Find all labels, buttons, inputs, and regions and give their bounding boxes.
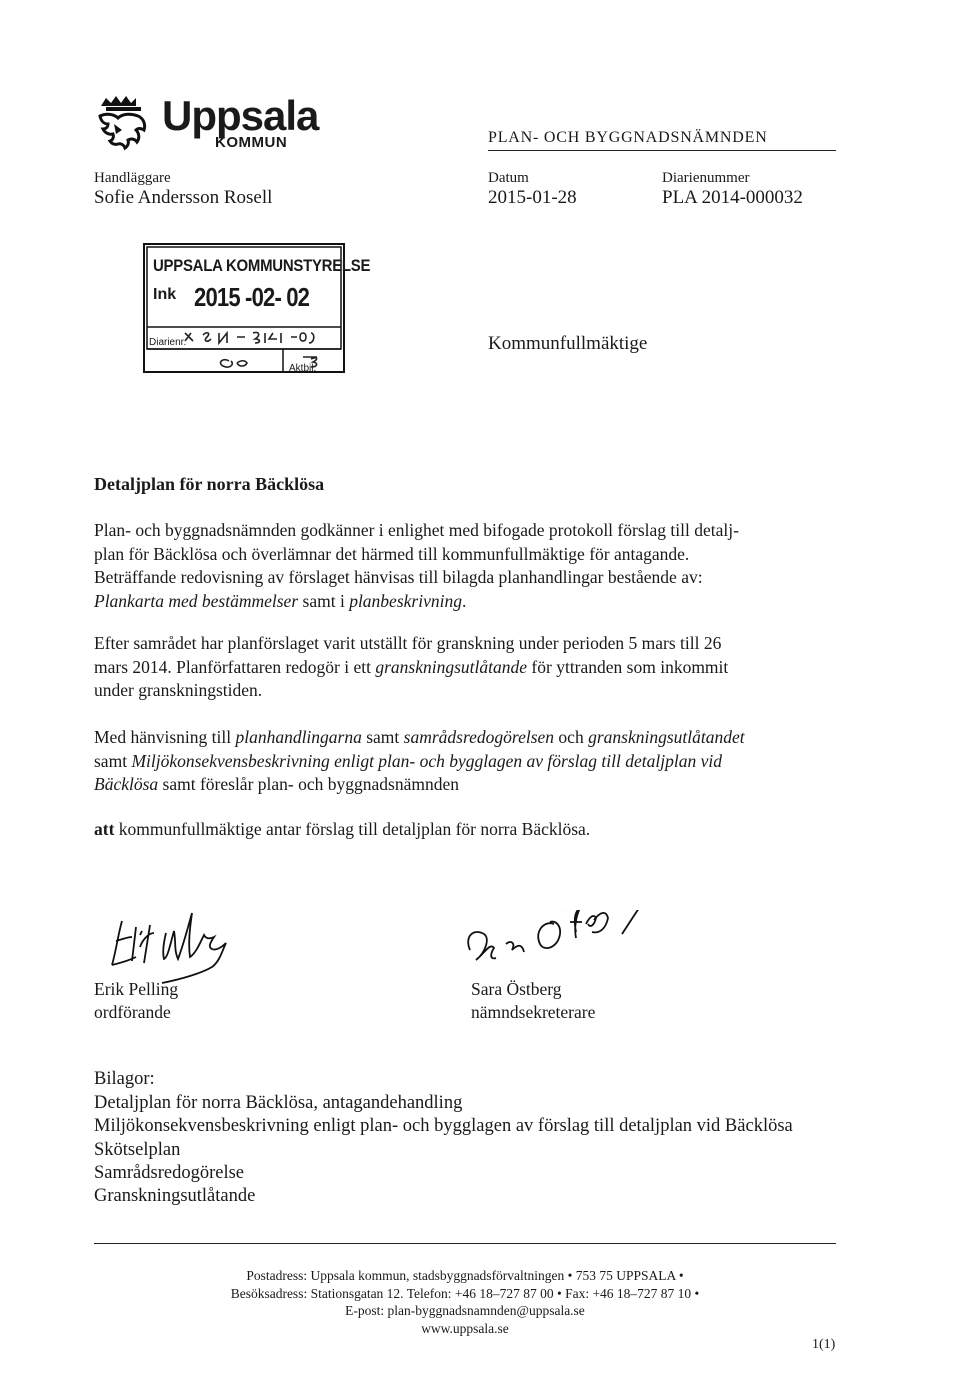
footer-email: E-post: plan-byggnadsnamnden@uppsala.se bbox=[345, 1303, 585, 1318]
paragraph-4 bbox=[94, 818, 854, 842]
p3-text-4: samt bbox=[94, 750, 132, 771]
attachments-title: Bilagor: bbox=[94, 1069, 155, 1089]
p3-italic-mkb: Miljökonsekvensbeskrivning enligt plan- och bygglagen av förslag till detaljplan vid bbox=[131, 750, 722, 771]
signatory-2-role: nämndsekreterare bbox=[471, 1002, 596, 1022]
attachment-item: Skötselplan bbox=[94, 1139, 181, 1160]
footer-website: www.uppsala.se bbox=[421, 1320, 509, 1336]
p1-line-3: Beträffande redovisning av förslaget hänvisas till bilagda planhandlingar bestående av: bbox=[94, 567, 703, 587]
footer-divider bbox=[94, 1243, 836, 1244]
signatory-1-name: Erik Pelling bbox=[94, 979, 179, 999]
stamp-diarienr-label: Diarienr. bbox=[149, 337, 187, 348]
paragraph-3 bbox=[94, 726, 854, 797]
stamp-handwriting-2 bbox=[221, 360, 247, 367]
attachments-list bbox=[94, 1092, 793, 1208]
attachment-item: Detaljplan för norra Bäcklösa, antagandehandling bbox=[94, 1093, 463, 1113]
p4-bold-att: att bbox=[94, 819, 115, 839]
signatory-1-role: ordförande bbox=[94, 1002, 171, 1022]
header-divider bbox=[488, 150, 836, 151]
paragraph-2 bbox=[94, 632, 854, 703]
p3-text-3: och bbox=[554, 727, 589, 747]
stamp-organisation: UPPSALA KOMMUNSTYRELSE bbox=[153, 256, 371, 275]
footer-contact bbox=[94, 1267, 836, 1337]
datum-value: 2015-01-28 bbox=[488, 187, 577, 208]
p1-line-2: plan för Bäcklösa och överlämnar det härmed till kommunfullmäktige för antagande. bbox=[94, 543, 690, 564]
p4-text: kommunfullmäktige antar förslag till detaljplan för norra Bäcklösa. bbox=[114, 819, 591, 839]
attachment-item: Miljökonsekvensbeskrivning enligt plan- och bygglagen av förslag till detaljplan vid Bäcklösa bbox=[94, 1116, 793, 1137]
stamp-handwriting-1 bbox=[185, 332, 314, 343]
p2-italic-granskningsutlatande: granskningsutlåtande bbox=[375, 656, 528, 677]
p3-italic-backlosa: Bäcklösa bbox=[94, 774, 159, 794]
page-number: 1(1) bbox=[812, 1337, 836, 1352]
stamp-aktbil-label: Aktbil. bbox=[289, 363, 317, 374]
footer-besoksadress: Besöksadress: Stationsgatan 12. Telefon: +46 18–727 87 00 • Fax: +46 18–727 87 10 • bbox=[230, 1285, 700, 1301]
p3-italic-granskningsutlatandet: granskningsutlåtandet bbox=[588, 727, 745, 747]
p3-italic-planhandlingarna: planhandlingarna bbox=[235, 727, 362, 747]
datum-label: Datum bbox=[488, 170, 529, 186]
p2-line-2-end: för yttranden som inkommit bbox=[527, 656, 729, 677]
stamp-ink-label: Ink bbox=[153, 286, 177, 303]
p3-italic-samradsredogorelsen: samrådsredogörelsen bbox=[403, 727, 555, 747]
recipient: Kommunfullmäktige bbox=[488, 333, 648, 354]
stamp-date: 2015 -02- 02 bbox=[194, 282, 310, 312]
attachment-item: Granskningsutlåtande bbox=[94, 1186, 256, 1207]
handlaggare-label: Handläggare bbox=[94, 170, 171, 186]
paragraph-1 bbox=[94, 519, 854, 613]
p1-italic-planbeskrivning: planbeskrivning bbox=[349, 590, 462, 611]
p2-line-2-start: mars 2014. Planförfattaren redogör i ett bbox=[94, 656, 376, 677]
p1-text-end: . bbox=[461, 590, 467, 611]
diarienummer-label: Diarienummer bbox=[662, 170, 750, 186]
department-name: PLAN- OCH BYGGNADSNÄMNDEN bbox=[488, 129, 768, 146]
crest-icon bbox=[100, 96, 145, 148]
p2-line-1: Efter samrådet har planförslaget varit utställt för granskning under perioden 5 mars till 26 bbox=[94, 633, 722, 653]
p1-italic-plankarta: Plankarta med bestämmelser bbox=[94, 590, 299, 611]
footer-postadress: Postadress: Uppsala kommun, stadsbyggnadsförvaltningen • 753 75 UPPSALA • bbox=[246, 1268, 684, 1283]
p2-line-3: under granskningstiden. bbox=[94, 680, 263, 700]
p1-text-samt: samt i bbox=[298, 590, 350, 611]
logo-wordmark: Uppsala bbox=[162, 92, 319, 139]
diarienummer-value: PLA 2014-000032 bbox=[662, 187, 803, 208]
handlaggare-value: Sofie Andersson Rosell bbox=[94, 187, 273, 208]
attachment-item: Samrådsredogörelse bbox=[94, 1162, 245, 1183]
p1-line-1: Plan- och byggnadsnämnden godkänner i enlighet med bifogade protokoll förslag till detalj- bbox=[94, 520, 739, 540]
p3-text-1: Med hänvisning till bbox=[94, 727, 236, 747]
signatory-2-name: Sara Östberg bbox=[471, 979, 562, 999]
p3-text-5: samt föreslår plan- och byggnadsnämnden bbox=[158, 774, 459, 794]
document-title: Detaljplan för norra Bäcklösa bbox=[94, 474, 325, 494]
p3-text-2: samt bbox=[361, 727, 404, 747]
logo-subtitle: KOMMUN bbox=[215, 134, 288, 151]
